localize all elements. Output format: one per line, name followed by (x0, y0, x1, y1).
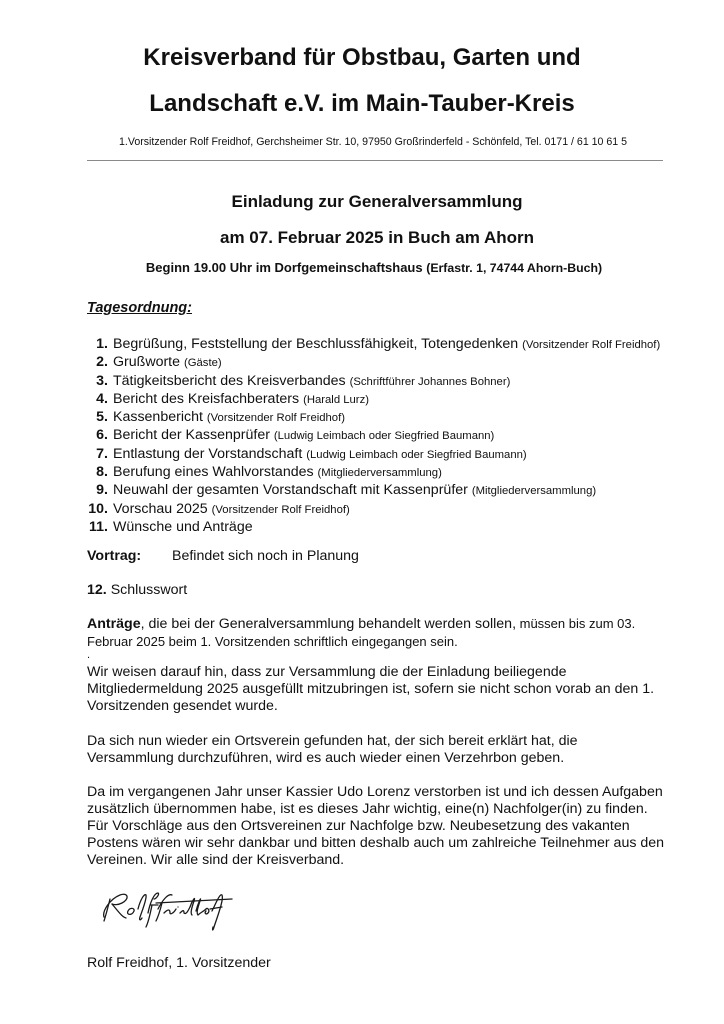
signature-icon (92, 885, 242, 933)
invitation-time-venue (0, 259, 724, 277)
agenda-item-text: Tätigkeitsbericht des Kreisverbandes (113, 372, 346, 389)
agenda-item (87, 464, 667, 482)
agenda-item (87, 336, 667, 354)
venue-text: Beginn 19.00 Uhr im Dorfgemeinschaftshaus (145, 260, 427, 275)
agenda-item-text: Bericht des Kreisfachberaters (113, 390, 300, 407)
agenda-item-text: Neuwahl der gesamten Vorstandschaft mit Kassenprüfer (113, 482, 468, 499)
agenda-item (87, 409, 667, 427)
agenda-item-text: Begrüßung, Feststellung der Beschlussfähigkeit, Totengedenken (113, 336, 519, 352)
vortrag-line (87, 548, 667, 565)
agenda-item-note: (Gäste) (183, 357, 222, 370)
invitation-date-place: am 07. Februar 2025 in Buch am Ahorn (220, 228, 534, 247)
agenda-item (87, 501, 667, 519)
agenda-item-text: Entlastung der Vorstandschaft (113, 445, 303, 462)
agenda-item-note: (Schriftführer Johannes Bohner) (349, 375, 511, 388)
agenda-item-note: (Vorsitzender Rolf Freidhof) (206, 412, 345, 425)
agenda-item (87, 427, 667, 445)
agenda-item-number: 12. (87, 582, 107, 598)
agenda-item-number: 3. (96, 372, 108, 389)
antraege-text: , die bei der Generalversammlung behandelt werden sollen, (140, 616, 517, 632)
agenda-list (87, 336, 667, 537)
agenda-item-text: Kassenbericht (113, 409, 203, 426)
antraege-paragraph (87, 615, 667, 651)
agenda-item-text: Bericht der Kassenprüfer (113, 427, 270, 444)
agenda-item-number: 5. (96, 409, 108, 426)
agenda-item-number: 2. (96, 354, 108, 371)
org-title-line-2: Landschaft e.V. im Main-Tauber-Kreis (149, 90, 575, 117)
agenda-item-text: Vorschau 2025 (113, 500, 208, 517)
agenda-item (87, 519, 667, 537)
antraege-keyword: Anträge (87, 616, 141, 632)
agenda-item-number: 6. (96, 427, 108, 444)
agenda-item-text: Schlusswort (110, 582, 188, 598)
agenda-item-number: 1. (96, 336, 108, 352)
vortrag-text: Befindet sich noch in Planung (172, 548, 359, 564)
signatory-name: Rolf Freidhof, 1. Vorsitzender (87, 955, 271, 971)
agenda-item-text: Grußworte (113, 354, 181, 371)
agenda-item-number: 9. (96, 482, 108, 499)
agenda-item-number: 11. (89, 518, 108, 535)
membership-notice-paragraph: Wir weisen darauf hin, dass zur Versammlung die der Einladung beiliegende Mitgliedermeldung 2025 ausgefüllt mitzubringen ist, sofern sie nicht schon vorab an den 1. Vorsitzenden gesendet wurde. (87, 664, 655, 714)
agenda-item (87, 373, 667, 391)
agenda-item-number: 8. (96, 464, 108, 481)
agenda-item (87, 482, 667, 500)
agenda-item-note: (Mitgliederversammlung) (317, 467, 442, 480)
agenda-heading: Tagesordnung: (87, 300, 192, 316)
invitation-title: Einladung zur Generalversammlung (231, 192, 523, 211)
org-title-line-1: Kreisverband für Obstbau, Garten und (143, 44, 581, 71)
agenda-item-number: 10. (88, 500, 108, 517)
vortrag-label: Vortrag: (87, 548, 142, 564)
agenda-item-note: (Mitgliederversammlung) (471, 485, 597, 498)
agenda-item-note: (Vorsitzender Rolf Freidhof) (211, 503, 350, 516)
successor-paragraph: Da im vergangenen Jahr unser Kassier Udo Lorenz verstorben ist und ich dessen Aufgaben zusätzlich übernommen habe, ist es dieses Jahr wichtig, eine(n) Nachfolger(in) zu finden. Für Vorschläge aus den Ortsvereinen zur Nachfolge bzw. Neubesetzung des vakanten Postens wären wir sehr dankbar und bitten deshalb auch um zahlreiche Teilnehmer aus den Vereinen. Wir alle sind der Kreisverband. (87, 784, 665, 868)
agenda-item-text: Wünsche und Anträge (113, 518, 253, 535)
agenda-item-note: (Vorsitzender Rolf Freidhof) (522, 339, 661, 351)
agenda-item (87, 446, 667, 464)
agenda-item-note: (Ludwig Leimbach oder Siegfried Baumann) (273, 430, 495, 443)
agenda-item-number: 4. (96, 390, 108, 407)
header-divider (87, 160, 663, 161)
agenda-item-closing (87, 582, 667, 599)
agenda-item (87, 391, 667, 409)
antraege-deadline: müssen bis zum 03. Februar 2025 beim 1. Vorsitzenden schriftlich eingegangen sein. (87, 616, 636, 649)
voucher-paragraph: Da sich nun wieder ein Ortsverein gefunden hat, der sich bereit erklärt hat, die Versammlung durchzuführen, wird es auch wieder einen Verzehrbon geben. (87, 733, 578, 766)
agenda-item (87, 354, 667, 372)
agenda-item-note: (Ludwig Leimbach oder Siegfried Baumann) (306, 448, 527, 461)
venue-address: (Erfastr. 1, 74744 Ahorn-Buch) (426, 261, 603, 275)
agenda-item-number: 7. (96, 445, 108, 462)
agenda-item-text: Berufung eines Wahlvorstandes (113, 464, 314, 481)
stray-dot: . (87, 649, 91, 661)
agenda-item-note: (Harald Lurz) (303, 393, 369, 406)
contact-line: 1.Vorsitzender Rolf Freidhof, Gerchsheimer Str. 10, 97950 Großrinderfeld - Schönfeld, Tel. 0171 / 61 10 61 5 (119, 136, 627, 148)
